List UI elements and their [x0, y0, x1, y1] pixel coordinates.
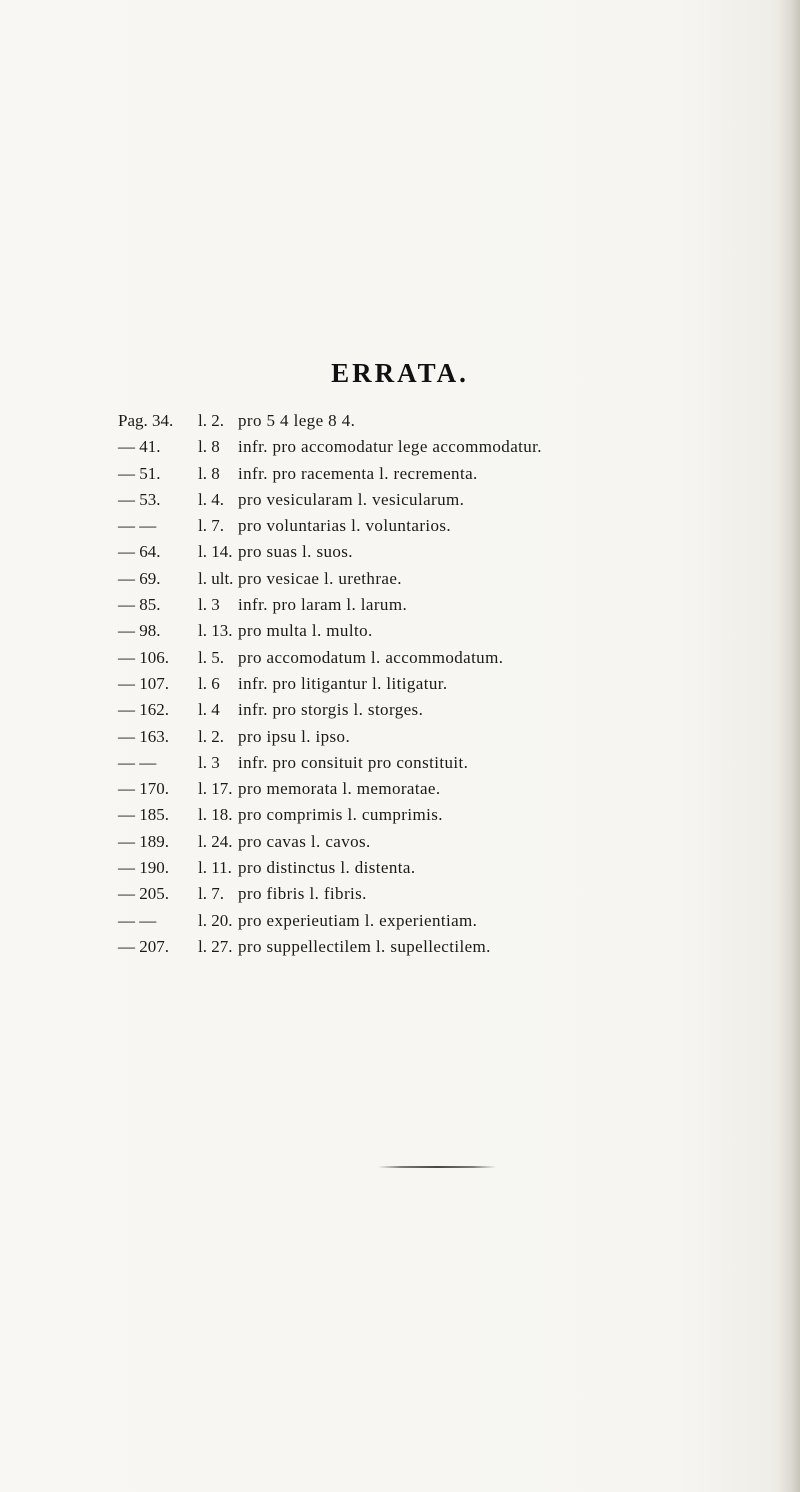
- errata-page-ref: Pag. 34.: [118, 411, 174, 430]
- errata-page-ref: — 207.: [118, 936, 169, 956]
- errata-line-ref: l. 4: [198, 700, 220, 720]
- errata-correction: pro memorata l. memoratae.: [238, 779, 441, 799]
- errata-line-ref: l. 2.: [198, 726, 224, 746]
- errata-page-ref: — 205.: [118, 884, 169, 904]
- errata-page-ref: — —: [118, 752, 157, 772]
- page-title: ERRATA.: [331, 358, 469, 388]
- errata-line-ref: l. ult.: [198, 568, 234, 588]
- errata-correction: infr. pro consituit pro constituit.: [238, 752, 469, 772]
- errata-correction: pro accomodatum l. accommodatum.: [238, 647, 504, 667]
- errata-entry: [118, 539, 788, 565]
- errata-line-ref: l. 24.: [198, 831, 233, 851]
- errata-entry: [118, 618, 788, 644]
- errata-line-ref: l. 18.: [198, 805, 233, 825]
- errata-entry: [118, 408, 788, 434]
- errata-page-ref: — 85.: [118, 595, 161, 615]
- errata-correction: pro cavas l. cavos.: [238, 831, 371, 851]
- errata-correction: pro vesicae l. urethrae.: [238, 568, 402, 588]
- errata-page-ref: — 170.: [118, 779, 169, 799]
- errata-entry: [118, 908, 788, 934]
- errata-entry: [118, 697, 788, 723]
- errata-correction: pro fibris l. fibris.: [238, 884, 367, 904]
- errata-correction: pro comprimis l. cumprimis.: [238, 805, 443, 825]
- errata-entry: [118, 724, 788, 750]
- errata-page-ref: — 189.: [118, 831, 169, 851]
- errata-correction: pro 5 4 lege 8 4.: [238, 411, 356, 430]
- errata-page-ref: — 162.: [118, 700, 169, 720]
- errata-page-ref: — 185.: [118, 805, 169, 825]
- errata-correction: pro voluntarias l. voluntarios.: [238, 516, 452, 536]
- errata-list: [118, 408, 788, 960]
- errata-correction: infr. pro storgis l. storges.: [238, 700, 424, 720]
- errata-correction: pro ipsu l. ipso.: [238, 726, 351, 746]
- errata-entry: [118, 461, 788, 487]
- errata-page-ref: — 106.: [118, 647, 169, 667]
- errata-correction: infr. pro racementa l. recrementa.: [238, 463, 478, 483]
- errata-page-ref: — 41.: [118, 437, 161, 457]
- errata-correction: pro distinctus l. distenta.: [238, 858, 416, 878]
- errata-correction: infr. pro laram l. larum.: [238, 595, 408, 615]
- errata-correction: pro multa l. multo.: [238, 621, 373, 641]
- errata-entry: [118, 513, 788, 539]
- errata-entry: [118, 645, 788, 671]
- errata-line-ref: l. 3: [198, 752, 220, 772]
- errata-page-ref: — 64.: [118, 542, 161, 562]
- errata-line-ref: l. 13.: [198, 621, 233, 641]
- errata-line-ref: l. 3: [198, 595, 220, 615]
- errata-entry: [118, 566, 788, 592]
- decorative-rule: [378, 1166, 496, 1168]
- errata-correction: pro suas l. suos.: [238, 542, 353, 562]
- errata-entry: [118, 829, 788, 855]
- errata-line-ref: l. 4.: [198, 489, 224, 509]
- errata-line-ref: l. 20.: [198, 910, 233, 930]
- errata-page-ref: — 69.: [118, 568, 161, 588]
- errata-entry: [118, 750, 788, 776]
- errata-line-ref: l. 7.: [198, 516, 224, 536]
- errata-page-ref: — 51.: [118, 463, 161, 483]
- errata-page-ref: — 98.: [118, 621, 161, 641]
- errata-line-ref: l. 17.: [198, 779, 233, 799]
- errata-entry: [118, 487, 788, 513]
- errata-correction: pro experieutiam l. experientiam.: [238, 910, 478, 930]
- errata-correction: pro suppellectilem l. supellectilem.: [238, 936, 491, 956]
- errata-line-ref: l. 2.: [198, 411, 224, 430]
- errata-page-ref: — —: [118, 516, 157, 536]
- errata-entry: [118, 802, 788, 828]
- errata-entry: [118, 776, 788, 802]
- errata-line-ref: l. 11.: [198, 858, 232, 878]
- errata-entry: [118, 881, 788, 907]
- errata-correction: infr. pro accomodatur lege accommodatur.: [238, 437, 542, 457]
- errata-line-ref: l. 7.: [198, 884, 224, 904]
- errata-entry: [118, 671, 788, 697]
- errata-page-ref: — 163.: [118, 726, 169, 746]
- errata-page-ref: — 190.: [118, 858, 169, 878]
- errata-page-ref: — 107.: [118, 673, 169, 693]
- errata-page-ref: — 53.: [118, 489, 161, 509]
- errata-entry: [118, 855, 788, 881]
- errata-entry: [118, 592, 788, 618]
- errata-correction: pro vesicularam l. vesicularum.: [238, 489, 465, 509]
- errata-line-ref: l. 8: [198, 437, 220, 457]
- errata-page-ref: — —: [118, 910, 157, 930]
- errata-line-ref: l. 14.: [198, 542, 233, 562]
- errata-line-ref: l. 6: [198, 673, 220, 693]
- errata-entry: [118, 434, 788, 460]
- errata-line-ref: l. 5.: [198, 647, 224, 667]
- errata-entry: [118, 934, 788, 960]
- errata-correction: infr. pro litigantur l. litigatur.: [238, 673, 448, 693]
- errata-line-ref: l. 27.: [198, 936, 233, 956]
- errata-line-ref: l. 8: [198, 463, 220, 483]
